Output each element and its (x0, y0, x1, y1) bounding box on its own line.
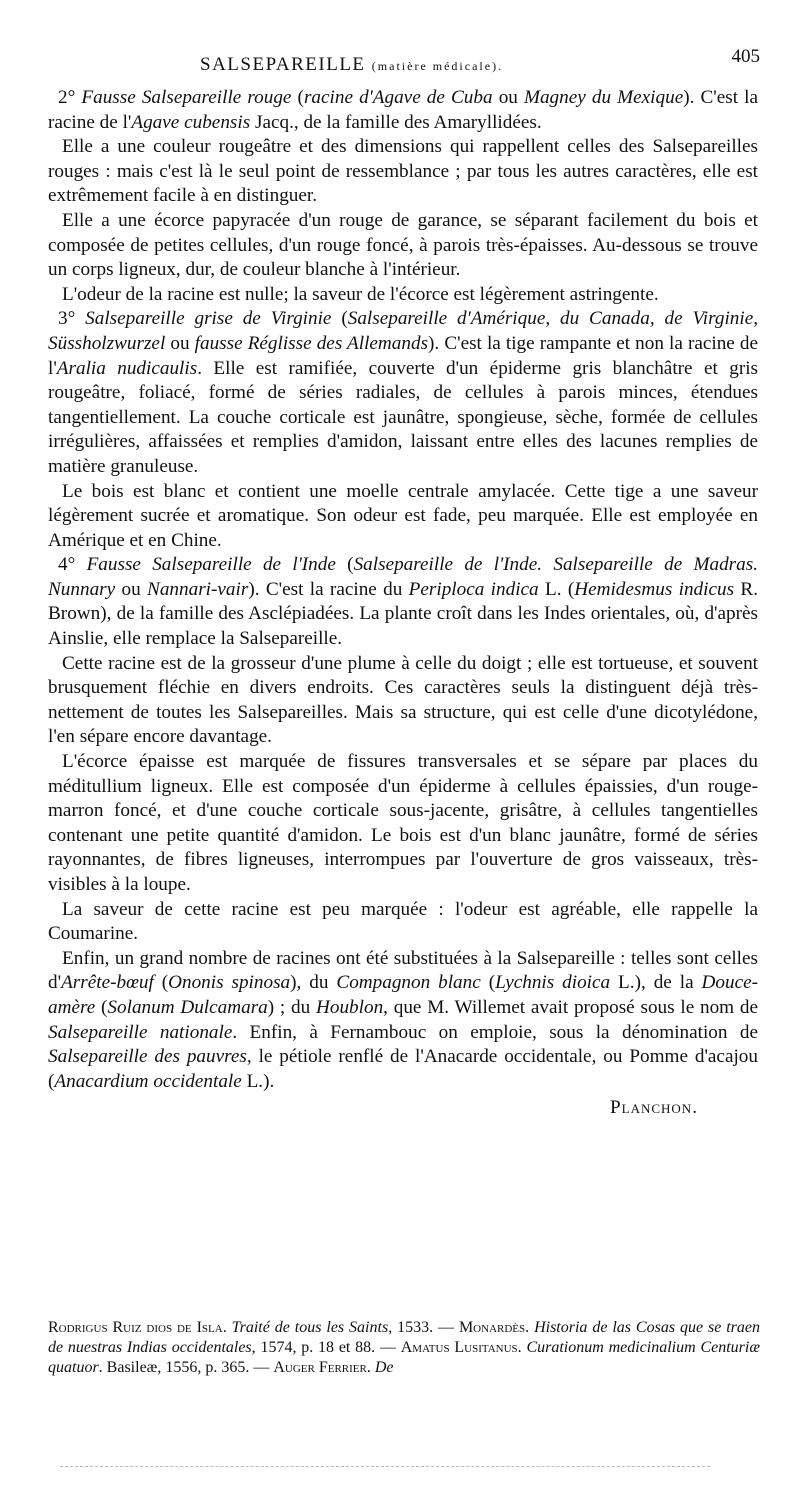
text-run: La saveur de cette racine est peu marquée : l'odeur est agréable, elle rappelle la Coumarine. (48, 898, 758, 945)
italic-run: Douce-amère (48, 972, 758, 1018)
running-title-main: SALSEPAREILLE (200, 54, 366, 75)
text-run: . Enfin, à Fernambouc on emploie, sous la dénomination de (232, 1021, 759, 1043)
paragraph (48, 947, 758, 1095)
author-name: Amatus Lusitanus (400, 1339, 518, 1356)
text-run: ( (95, 996, 108, 1018)
text-run: Jacq., de la famille des Amaryllidées. (250, 111, 542, 133)
text-run: . (517, 1339, 527, 1356)
paragraph (48, 283, 758, 308)
bibliography (48, 1318, 760, 1378)
text-run: ou (115, 578, 148, 600)
text-run: ( (480, 972, 496, 994)
italic-run: Salsepareille de l'Inde. Salsepareille de Madras. Nunnary (48, 554, 758, 600)
text-run: Enfin, un grand nombre de racines ont été substituées à la Salsepareille : telles sont celles d' (48, 947, 758, 994)
italic-run: Nannari-vair (147, 578, 249, 600)
italic-run: Salsepareille d'Amérique, du Canada, de Virginie, Süssholzwurzel (48, 308, 759, 354)
paragraph (48, 652, 758, 750)
text-run: ( (335, 554, 354, 576)
text-run: , le pétiole renflé de l'Anacarde occidentale, ou Pomme d'acajou ( (48, 1046, 758, 1092)
author-name: Rodrigus Ruiz dios de Isla (48, 1319, 223, 1336)
text-run: ), du (290, 972, 337, 994)
author-name: Auger Ferrier (273, 1359, 367, 1376)
italic-run: racine d'Agave de Cuba (303, 87, 493, 108)
italic-run: Hemidesmus indicus (574, 578, 735, 600)
text-run: ( (331, 308, 348, 330)
author-name: Monardès (458, 1319, 526, 1336)
text-run: , que M. Willemet avait proposé sous le nom de (383, 996, 758, 1018)
text-run: 2° (58, 87, 82, 108)
text-run: ( (291, 87, 304, 108)
italic-run: Compagnon blanc (336, 972, 481, 994)
text-run: , 1574, p. 18 et 88. — (251, 1339, 401, 1356)
text-run: L'odeur de la racine est nulle; la saveur de l'écorce est légèrement astringente. (62, 283, 659, 305)
italic-run: De (374, 1359, 394, 1376)
paragraph-fausse-salsepareille-inde (48, 553, 758, 651)
text-run: L.). (241, 1070, 275, 1092)
page-number: 405 (731, 46, 760, 67)
paragraph (48, 750, 758, 898)
italic-run: Magney du Mexique (523, 87, 684, 108)
text-run: ). C'est la racine du (248, 578, 409, 600)
text-run: ). C'est la racine de l' (48, 87, 759, 133)
italic-run: Salsepareille grise de Virginie (85, 308, 332, 330)
italic-run: Historia de las Cosas que se traen de nuestras Indias occidentales (48, 1319, 761, 1356)
text-run: 4° (58, 554, 87, 576)
text-run: ou (492, 87, 524, 108)
italic-run: Aralia nudicaulis (56, 357, 198, 379)
text-run: Cette racine est de la grosseur d'une plume à celle du doigt ; elle est tortueuse, et souvent brusquement fléchie en divers endroits. Ces caractères seuls la distinguent déjà très-nettement de toutes les Salsepareilles. Mais sa structure, qui est celle d'une dicotylédone, l'en sépare encore davantage. (48, 652, 758, 748)
italic-run: Traité de tous les Saints (231, 1319, 389, 1336)
text-run: . Basileæ, 1556, p. 365. — (98, 1359, 274, 1376)
text-run: . Elle est ramifiée, couverte d'un épiderme gris blanchâtre et gris rougeâtre, foliacé, formé de séries radiales, de cellules à parois minces, étendues tangentiellement. La couche corticale est jaunâtre, spongieuse, sèche, formée de cellules irrégulières, affaissées et remplies d'amidon, laissant entre elles des lacunes remplies de matière granuleuse. (48, 357, 759, 477)
italic-run: Fausse Salsepareille de l'Inde (86, 554, 336, 576)
text-run: , 1533. — (388, 1319, 459, 1336)
italic-run: Arrête-bœuf (61, 972, 154, 994)
text-run: . (222, 1319, 232, 1336)
italic-run: fausse Réglisse des Allemands (194, 332, 429, 354)
paragraph (48, 480, 758, 554)
text-run: . (366, 1359, 375, 1376)
italic-run: Ononis spinosa (168, 972, 291, 994)
paragraph-salsepareille-grise (48, 307, 758, 479)
italic-run: Agave cubensis (131, 111, 251, 133)
italic-run: Lychnis dioica (495, 972, 611, 994)
text-run: . (525, 1319, 535, 1336)
italic-run: Periploca indica (408, 578, 539, 600)
text-run: ) ; du (267, 996, 316, 1018)
faded-bottom-line (60, 1466, 710, 1469)
running-header (60, 46, 760, 76)
text-run: ). C'est la tige rampante et non la racine de l' (48, 332, 758, 379)
author-signature: Planchon. (609, 1097, 698, 1119)
italic-run: Houblon (316, 996, 384, 1018)
text-run: 3° (58, 308, 86, 330)
paragraph-fausse-salsepareille-rouge (48, 86, 758, 135)
italic-run: Solanum Dulcamara (107, 996, 268, 1018)
text-run: ( (153, 972, 169, 994)
italic-run: Curationum medicinalium Centuriæ quatuor (48, 1339, 761, 1376)
paragraph (48, 209, 758, 283)
paragraph (48, 135, 758, 209)
text-run: R. Brown), de la famille des Asclépiadées. La plante croît dans les Indes orientales, où, d'après Ainslie, elle remplace la Salsepareille. (48, 578, 758, 650)
italic-run: Salsepareille nationale (48, 1021, 233, 1043)
text-run: Elle a une écorce papyracée d'un rouge de garance, se séparant facilement du bois et composée de petites cellules, d'un rouge foncé, à parois très-épaisses. Au-dessous se trouve un corps ligneux, dur, de couleur blanche à l'intérieur. (48, 209, 758, 281)
text-run: L.), de la (610, 972, 702, 994)
text-run: Le bois est blanc et contient une moelle centrale amylacée. Cette tige a une saveur légèrement sucrée et aromatique. Son odeur est fade, peu marquée. Elle est employée en Amérique et en Chine. (48, 480, 758, 551)
running-title-subtitle: (matière médicale). (371, 59, 504, 73)
paragraph (48, 898, 758, 947)
italic-run: Anacardium occidentale (54, 1070, 242, 1092)
text-run: ou (165, 332, 195, 354)
running-title (200, 54, 503, 76)
text-run: L'écorce épaisse est marquée de fissures transversales et se sépare par places du méditullium ligneux. Elle est composée d'un épiderme à cellules épaissies, d'un rouge-marron foncé, et d'une couche corticale sous-jacente, grisâtre, à cellules tangentielles contenant une petite quantité d'amidon. Le bois est d'un blanc jaunâtre, formé de séries rayonnantes, de fibres ligneuses, interrompues par l'ouverture de gros vaisseaux, très-visibles à la loupe. (48, 751, 758, 895)
italic-run: Salsepareille des pauvres (48, 1046, 247, 1068)
main-text (48, 86, 758, 1121)
text-run: Elle a une couleur rougeâtre et des dimensions qui rappellent celles des Salsepareilles rouges : mais c'est là le seul point de ressemblance ; par tous les autres caractères, elle est extrêmement facile à en distinguer. (48, 136, 758, 207)
text-run: L. ( (538, 578, 575, 600)
italic-run: Fausse Salsepareille rouge (81, 87, 292, 108)
